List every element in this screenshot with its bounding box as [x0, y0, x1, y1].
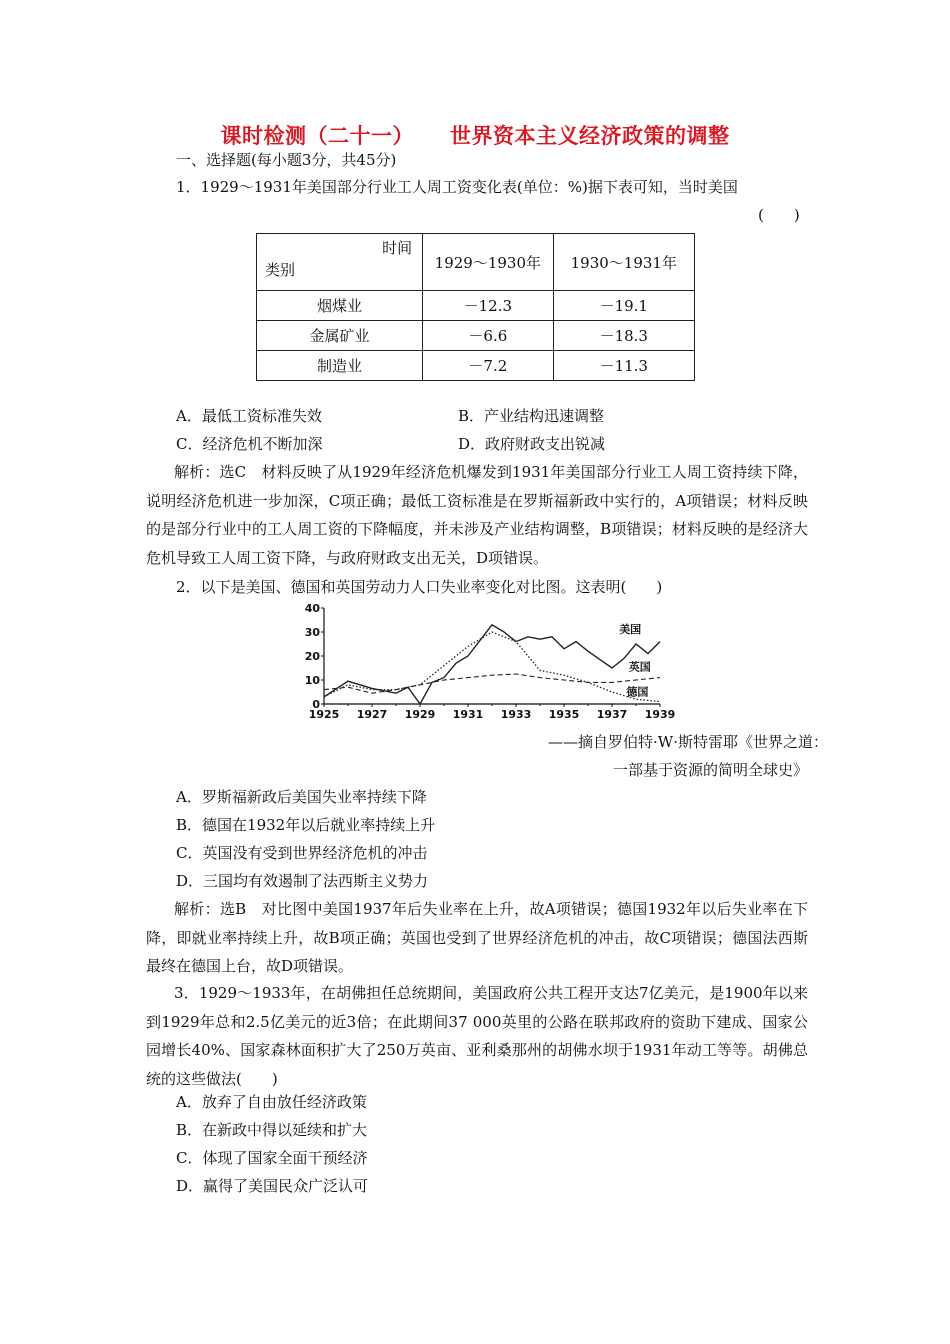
table-row	[257, 351, 695, 381]
x-tick-label: 1927	[356, 708, 388, 721]
table-cell: －19.1	[553, 291, 694, 321]
x-tick-label: 1929	[404, 708, 436, 721]
table-cell: 金属矿业	[257, 321, 423, 351]
table-cell: －18.3	[553, 321, 694, 351]
q2-option-b: B．德国在1932年以后就业率持续上升	[176, 816, 436, 834]
q3-stem: 3．1929～1933年，在胡佛担任总统期间，美国政府公共工程开支达7亿美元，是1900年以来到1929年总和2.5亿美元的近3倍；在此期间37 000英里的公路在联邦政府的资助下建成、国家公园增长40%、国家森林面积扩大了250万英亩、亚利桑那州的胡佛水坝于1931年动工等等。胡佛总统的这些做法( )	[146, 984, 808, 1088]
table-header-time: 时间	[382, 239, 413, 257]
q2-source-line1: ——摘自罗伯特·W·斯特雷耶《世界之道：	[548, 733, 828, 751]
table-cell: 烟煤业	[257, 291, 423, 321]
table-diagonal-header	[257, 234, 423, 291]
y-tick-label: 0	[312, 698, 320, 711]
q2-stem: 2．以下是美国、德国和英国劳动力人口失业率变化对比图。这表明( )	[176, 578, 663, 596]
table-cell: －6.6	[423, 321, 553, 351]
y-tick-label: 10	[304, 674, 320, 687]
table-cell: －12.3	[423, 291, 553, 321]
x-tick-label: 1933	[500, 708, 532, 721]
series-label: 德国	[626, 685, 649, 699]
y-tick-label: 40	[304, 602, 320, 615]
unemployment-chart	[296, 598, 696, 726]
x-tick-label: 1937	[596, 708, 628, 721]
series-line-1	[324, 674, 660, 693]
page-title	[0, 120, 950, 150]
table-col-header: 1929～1930年	[423, 234, 553, 291]
y-tick-label: 30	[304, 626, 320, 639]
chart-series	[324, 625, 660, 704]
q1-option-b: B．产业结构迅速调整	[458, 407, 605, 425]
title-part2: 世界资本主义经济政策的调整	[450, 124, 730, 148]
q1-option-a: A．最低工资标准失效	[176, 407, 322, 425]
table-cell: 制造业	[257, 351, 423, 381]
x-tick-label: 1935	[548, 708, 580, 721]
q1-stem: 1．1929～1931年美国部分行业工人周工资变化表(单位：%)据下表可知，当时美国	[176, 178, 738, 196]
q3-option-a: A．放弃了自由放任经济政策	[176, 1093, 367, 1111]
series-label: 英国	[628, 660, 651, 674]
section-heading: 一、选择题(每小题3分，共45分)	[176, 151, 397, 169]
table-row	[257, 321, 695, 351]
q2-option-c: C．英国没有受到世界经济危机的冲击	[176, 844, 428, 862]
q2-analysis: 解析：选B 对比图中美国1937年后失业率在上升，故A项错误；德国1932年以后失业率在下降，即就业率持续上升，故B项正确；英国也受到了世界经济危机的冲击，故C项错误；德国法西斯最终在德国上台，故D项错误。	[146, 900, 808, 975]
q1-option-d: D．政府财政支出锐减	[458, 435, 606, 453]
q2-option-a: A．罗斯福新政后美国失业率持续下降	[176, 788, 427, 806]
q2-source-line2: 一部基于资源的简明全球史》	[612, 761, 808, 779]
q1-option-c: C．经济危机不断加深	[176, 435, 323, 453]
series-label: 美国	[619, 623, 642, 637]
table-cell: －7.2	[423, 351, 553, 381]
x-tick-label: 1931	[452, 708, 484, 721]
x-tick-label: 1925	[308, 708, 340, 721]
q1-bracket: ( )	[758, 206, 800, 224]
q3-option-d: D．赢得了美国民众广泛认可	[176, 1177, 369, 1195]
table-col-header: 1930～1931年	[553, 234, 694, 291]
chart-labels	[619, 622, 651, 698]
table-row	[257, 291, 695, 321]
table-cell: －11.3	[553, 351, 694, 381]
q3-option-b: B．在新政中得以延续和扩大	[176, 1121, 368, 1139]
wage-table	[256, 233, 695, 381]
q2-option-d: D．三国均有效遏制了法西斯主义势力	[176, 872, 429, 890]
x-tick-label: 1939	[644, 708, 676, 721]
q1-analysis: 解析：选C 材料反映了从1929年经济危机爆发到1931年美国部分行业工人周工资持续下降，说明经济危机进一步加深，C项正确；最低工资标准是在罗斯福新政中实行的，A项错误；材料反映的是部分行业中的工人周工资的下降幅度，并未涉及产业结构调整，B项错误；材料反映的是经济大危机导致工人周工资下降，与政府财政支出无关，D项错误。	[146, 463, 808, 567]
y-tick-label: 20	[304, 650, 320, 663]
table-header-category: 类别	[265, 261, 296, 279]
q3-option-c: C．体现了国家全面干预经济	[176, 1149, 368, 1167]
title-part1: 课时检测（二十一）	[220, 124, 414, 148]
series-line-0	[324, 625, 660, 704]
